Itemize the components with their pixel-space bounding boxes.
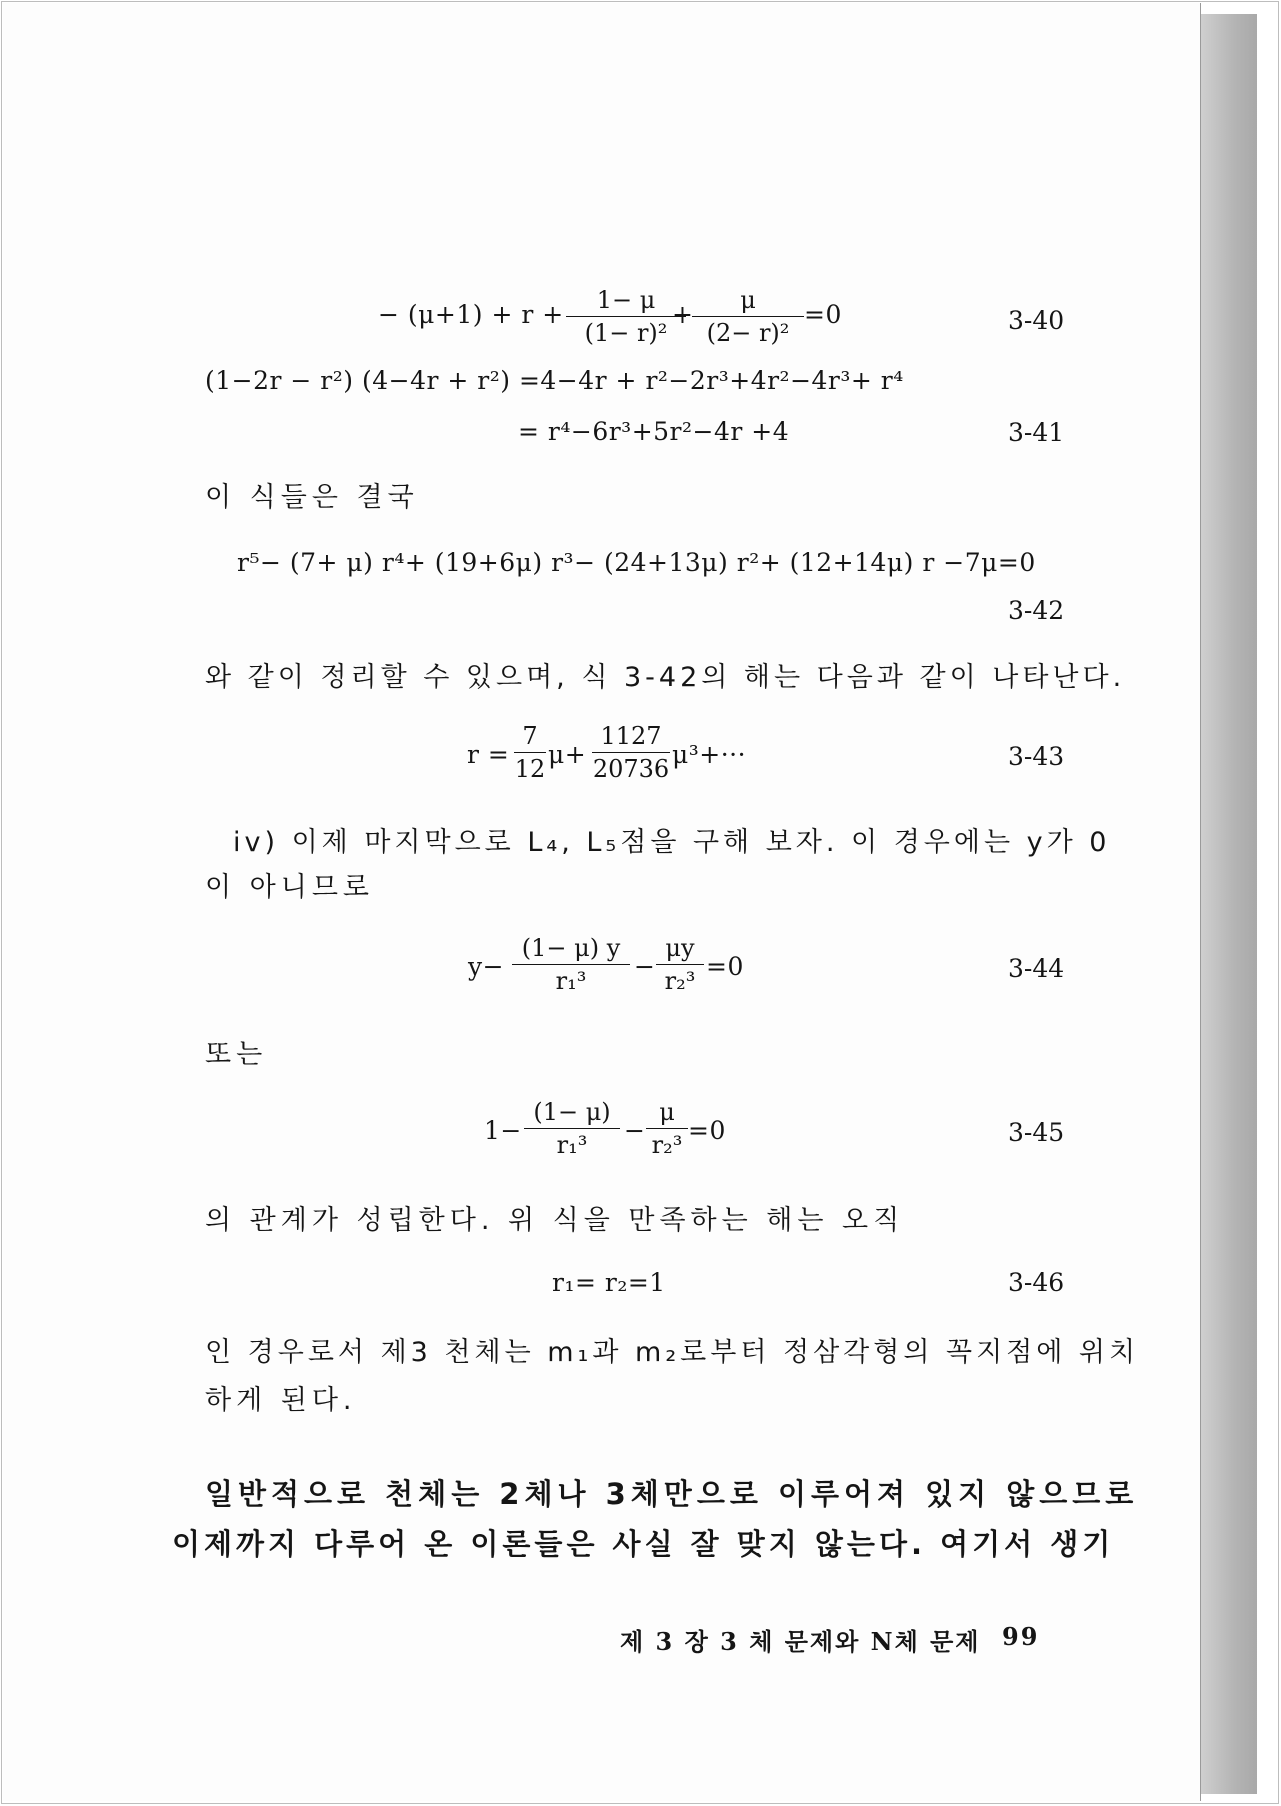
paragraph-text: 와 같이 정리할 수 있으며, 식 3-42의 해는 다음과 같이 나타난다. bbox=[205, 662, 1126, 693]
eq-3-40-fraction-2 bbox=[692, 286, 804, 347]
eq-3-45-rhs: =0 bbox=[688, 1116, 726, 1145]
eq-3-44-minus: − bbox=[634, 952, 656, 981]
eq-3-43-mid: μ+ bbox=[548, 740, 587, 769]
book-page-edge bbox=[1201, 14, 1257, 1794]
paragraph-text: 이 아니므로 bbox=[205, 872, 374, 903]
eq-3-41-line-1: (1−2r − r²) (4−4r + r²) =4−4r + r²−2r³+4r²−4r³+ r⁴ bbox=[205, 366, 904, 395]
eq-3-43-lhs: r = bbox=[467, 740, 510, 769]
paragraph-text: 이 식들은 결국 bbox=[205, 482, 419, 513]
eq-3-40-label: 3-40 bbox=[1008, 306, 1065, 335]
eq-3-45-frac1-numerator: (1− μ) bbox=[533, 1098, 611, 1126]
eq-3-42-label: 3-42 bbox=[1008, 596, 1065, 625]
eq-3-44-frac2-numerator: μy bbox=[665, 934, 695, 962]
eq-3-40-fraction-1 bbox=[566, 286, 686, 347]
paragraph-text: iv) 이제 마지막으로 L₄, L₅점을 구해 보자. 이 경우에는 y가 0 bbox=[233, 827, 1111, 858]
eq-3-43-fraction-1 bbox=[514, 722, 546, 783]
paragraph-text: 또는 bbox=[205, 1039, 268, 1070]
fraction-bar bbox=[524, 1128, 620, 1129]
eq-3-45-minus: − bbox=[624, 1116, 646, 1145]
eq-3-45-label: 3-45 bbox=[1008, 1118, 1065, 1147]
fraction-bar bbox=[566, 316, 686, 317]
eq-3-43-frac1-numerator: 7 bbox=[522, 722, 538, 750]
eq-3-40-frac1-numerator: 1− μ bbox=[596, 286, 656, 314]
eq-3-43-tail: μ³+··· bbox=[672, 740, 747, 769]
paragraph-text: 하게 된다. bbox=[205, 1385, 357, 1416]
eq-3-44-frac2-denominator: r₂³ bbox=[664, 967, 696, 995]
eq-3-40-frac1-denominator: (1− r)² bbox=[584, 319, 668, 347]
eq-3-45-fraction-2 bbox=[646, 1098, 688, 1159]
eq-3-43-label: 3-43 bbox=[1008, 742, 1065, 771]
eq-3-42: r⁵− (7+ μ) r⁴+ (19+6μ) r³− (24+13μ) r²+ (12+14μ) r −7μ=0 bbox=[237, 548, 1036, 577]
eq-3-44-fraction-2 bbox=[656, 934, 704, 995]
eq-3-43-frac2-numerator: 1127 bbox=[600, 722, 662, 750]
paragraph-text: 인 경우로서 제3 천체는 m₁과 m₂로부터 정삼각형의 꼭지점에 위치 bbox=[205, 1337, 1140, 1368]
eq-3-44-frac1-denominator: r₁³ bbox=[555, 967, 587, 995]
eq-3-41-label: 3-41 bbox=[1008, 418, 1065, 447]
fraction-bar bbox=[592, 752, 670, 753]
chapter-footer: 제 3 장 3 체 문제와 N체 문제 bbox=[620, 1627, 981, 1656]
eq-3-45-frac1-denominator: r₁³ bbox=[556, 1131, 588, 1159]
eq-3-40-rhs: =0 bbox=[804, 300, 842, 329]
eq-3-40-plus: + bbox=[672, 300, 694, 329]
eq-3-45-fraction-1 bbox=[524, 1098, 620, 1159]
fraction-bar bbox=[514, 752, 546, 753]
fraction-bar bbox=[512, 964, 630, 965]
bold-paragraph-text: 이제까지 다루어 온 이론들은 사실 잘 맞지 않는다. 여기서 생기 bbox=[172, 1527, 1115, 1561]
fraction-bar bbox=[692, 316, 804, 317]
eq-3-46-label: 3-46 bbox=[1008, 1268, 1065, 1297]
eq-3-40-frac2-denominator: (2− r)² bbox=[706, 319, 790, 347]
eq-3-44-frac1-numerator: (1− μ) y bbox=[521, 934, 621, 962]
eq-3-45-frac2-denominator: r₂³ bbox=[651, 1131, 683, 1159]
eq-3-43-frac2-denominator: 20736 bbox=[592, 755, 670, 783]
fraction-bar bbox=[656, 964, 704, 965]
eq-3-44-fraction-1 bbox=[512, 934, 630, 995]
eq-3-40-lhs: − (μ+1) + r + bbox=[378, 300, 564, 329]
bold-paragraph-text: 일반적으로 천체는 2체나 3체만으로 이루어져 있지 않으므로 bbox=[205, 1477, 1139, 1511]
eq-3-46: r₁= r₂=1 bbox=[552, 1268, 666, 1297]
eq-3-43-fraction-2 bbox=[592, 722, 670, 783]
eq-3-44-label: 3-44 bbox=[1008, 954, 1065, 983]
fraction-bar bbox=[646, 1128, 688, 1129]
eq-3-43-frac1-denominator: 12 bbox=[514, 755, 546, 783]
paragraph-text: 의 관계가 성립한다. 위 식을 만족하는 해는 오직 bbox=[205, 1205, 905, 1236]
eq-3-45-lhs: 1− bbox=[484, 1116, 522, 1145]
page-number: 99 bbox=[1002, 1622, 1040, 1651]
eq-3-40-frac2-numerator: μ bbox=[740, 286, 756, 314]
eq-3-41-line-2: = r⁴−6r³+5r²−4r +4 bbox=[518, 417, 790, 446]
eq-3-44-lhs: y− bbox=[468, 952, 505, 981]
eq-3-44-rhs: =0 bbox=[706, 952, 744, 981]
eq-3-45-frac2-numerator: μ bbox=[659, 1098, 675, 1126]
